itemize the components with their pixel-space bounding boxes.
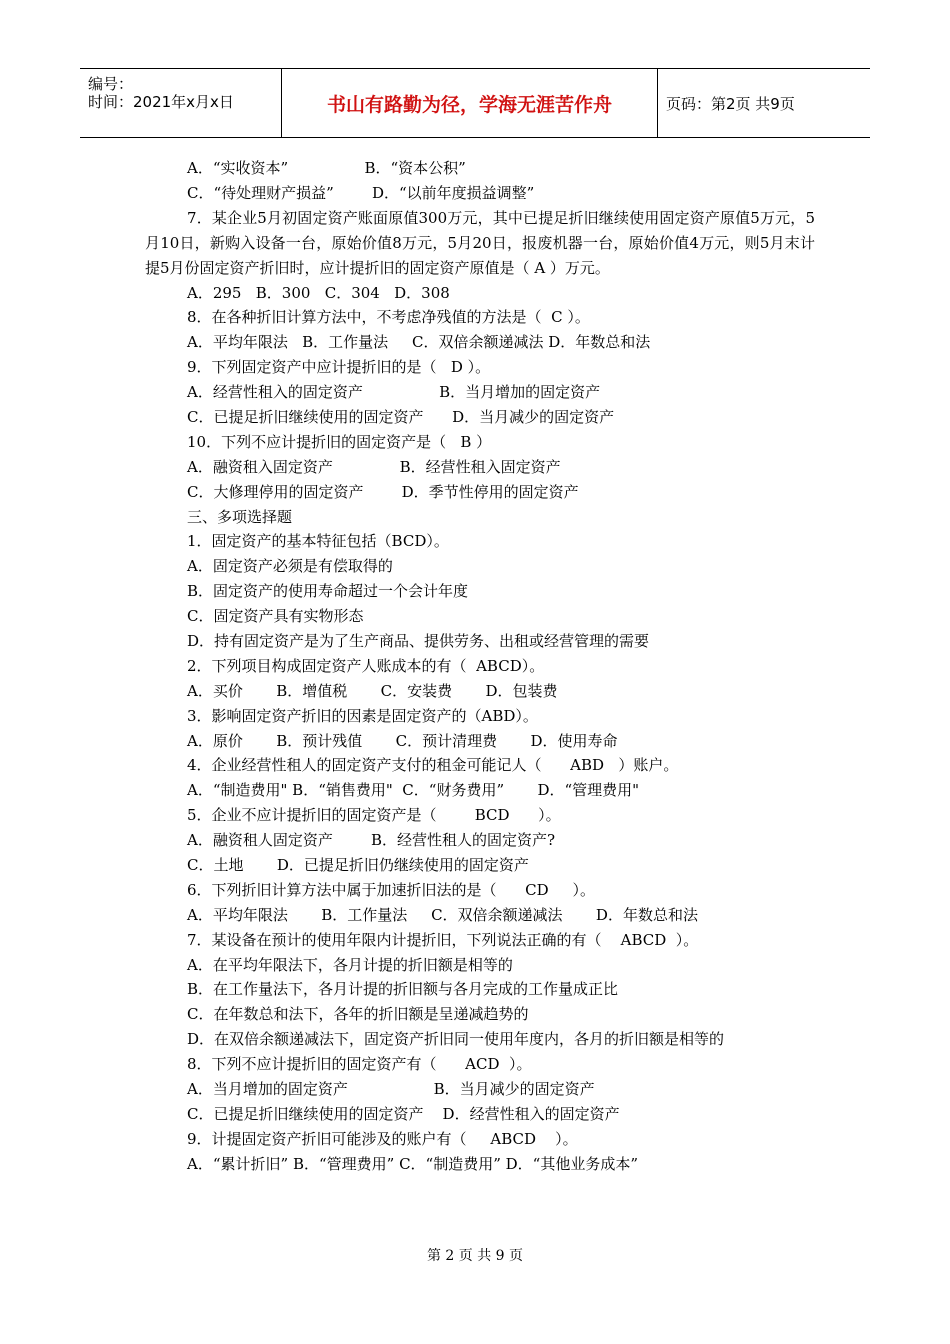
text-line: 7．某企业5月初固定资产账面原值300万元，其中已提足折旧继续使用固定资产原值5万元，5月10日，新购入设备一台，原始价值8万元，5月20日，报废机器一台，原始价值4万元，则5月末计提5月份固定资产折旧时，应计提折旧的固定资产原值是（ A ）万元。: [145, 208, 815, 277]
text-line: C．已提足折旧继续使用的固定资产 D．当月减少的固定资产: [187, 407, 615, 426]
text-line: A．原价 B．预计残值 C．预计清理费 D．使用寿命: [187, 731, 618, 750]
text-line: A．295 B．300 C．304 D．308: [187, 283, 450, 302]
text-line: D．持有固定资产是为了生产商品、提供劳务、出租或经营管理的需要: [187, 631, 650, 650]
text-line: C．固定资产具有实物形态: [187, 607, 364, 626]
text-line: A．平均年限法 B．工作量法 C．双倍余额递减法 D．年数总和法: [187, 905, 698, 924]
text-line: 6．下列折旧计算方法中属于加速折旧法的是（ CD ）。: [187, 880, 595, 899]
text-line: 1．固定资产的基本特征包括（BCD）。: [187, 532, 449, 551]
text-line: D．在双倍余额递减法下，固定资产折旧同一使用年度内，各月的折旧额是相等的: [187, 1030, 725, 1049]
text-line: C．“待处理财产损益” D．“以前年度损益调整”: [187, 183, 535, 202]
time-label: 时间：2021年x月x日: [88, 93, 234, 111]
header-meta: [80, 69, 280, 137]
text-line: 5．企业不应计提折旧的固定资产是（ BCD ）。: [187, 806, 561, 825]
text-line: C．大修理停用的固定资产 D．季节性停用的固定资产: [187, 482, 579, 501]
text-line: A．“制造费用" B．“销售费用" C．“财务费用” D．“管理费用": [187, 781, 640, 800]
text-line: A．在平均年限法下，各月计提的折旧额是相等的: [187, 955, 513, 974]
text-line: 三、多项选择题: [187, 507, 293, 526]
text-line: C．已提足折旧继续使用的固定资产 D．经营性租入的固定资产: [187, 1104, 620, 1123]
text-line: C．在年数总和法下，各年的折旧额是呈递减趋势的: [187, 1005, 529, 1024]
text-line: A．平均年限法 B．工作量法 C．双倍余额递减法 D．年数总和法: [187, 333, 651, 352]
page-footer: 第 2 页 共 9 页: [426, 1248, 524, 1264]
text-line: 10．下列不应计提折旧的固定资产是（ B ）: [187, 432, 492, 451]
text-line: 7．某设备在预计的使用年限内计提折旧，下列说法正确的有（ ABCD ）。: [187, 930, 699, 949]
text-line: 2．下列项目构成固定资产人账成本的有（ ABCD）。: [187, 656, 545, 675]
text-line: B．在工作量法下，各月计提的折旧额与各月完成的工作量成正比: [187, 980, 619, 999]
text-line: 4．企业经营性租人的固定资产支付的租金可能记人（ ABD ）账户。: [187, 756, 679, 775]
text-line: B．固定资产的使用寿命超过一个会计年度: [187, 582, 469, 601]
text-line: C．土地 D．已提足折旧仍继续使用的固定资产: [187, 855, 529, 874]
header-motto: 书山有路勤为径，学海无涯苦作舟: [281, 69, 658, 137]
text-line: 8．在各种折旧计算方法中，不考虑净残值的方法是（ C ）。: [187, 308, 590, 327]
text-line: 9．计提固定资产折旧可能涉及的账户有（ ABCD ）。: [187, 1129, 578, 1148]
page-header: [80, 68, 870, 138]
document-body: [145, 156, 815, 1177]
text-line: A．当月增加的固定资产 B．当月减少的固定资产: [187, 1080, 595, 1098]
text-line: A．固定资产必须是有偿取得的: [187, 557, 393, 576]
text-line: 3．影响固定资产折旧的因素是固定资产的（ABD）。: [187, 706, 538, 725]
text-line: A．“累计折旧” B．“管理费用” C．“制造费用” D．“其他业务成本”: [187, 1154, 639, 1173]
code-label: 编号：: [88, 75, 134, 93]
text-line: A．“实收资本” B．“资本公积”: [187, 159, 466, 177]
header-page-info: [666, 69, 870, 137]
text-line: 9．下列固定资产中应计提折旧的是（ D ）。: [187, 358, 491, 377]
text-line: A．经营性租入的固定资产 B．当月增加的固定资产: [187, 383, 601, 402]
text-line: A．买价 B．增值税 C．安装费 D．包装费: [187, 681, 558, 700]
text-line: A．融资租入固定资产 B．经营性租入固定资产: [187, 457, 561, 476]
page-info-text: 页码：第2页 共9页: [666, 94, 795, 113]
text-line: A．融资租人固定资产 B．经营性租人的固定资产?: [187, 831, 556, 850]
text-line: 8．下列不应计提折旧的固定资产有（ ACD ）。: [187, 1055, 532, 1074]
